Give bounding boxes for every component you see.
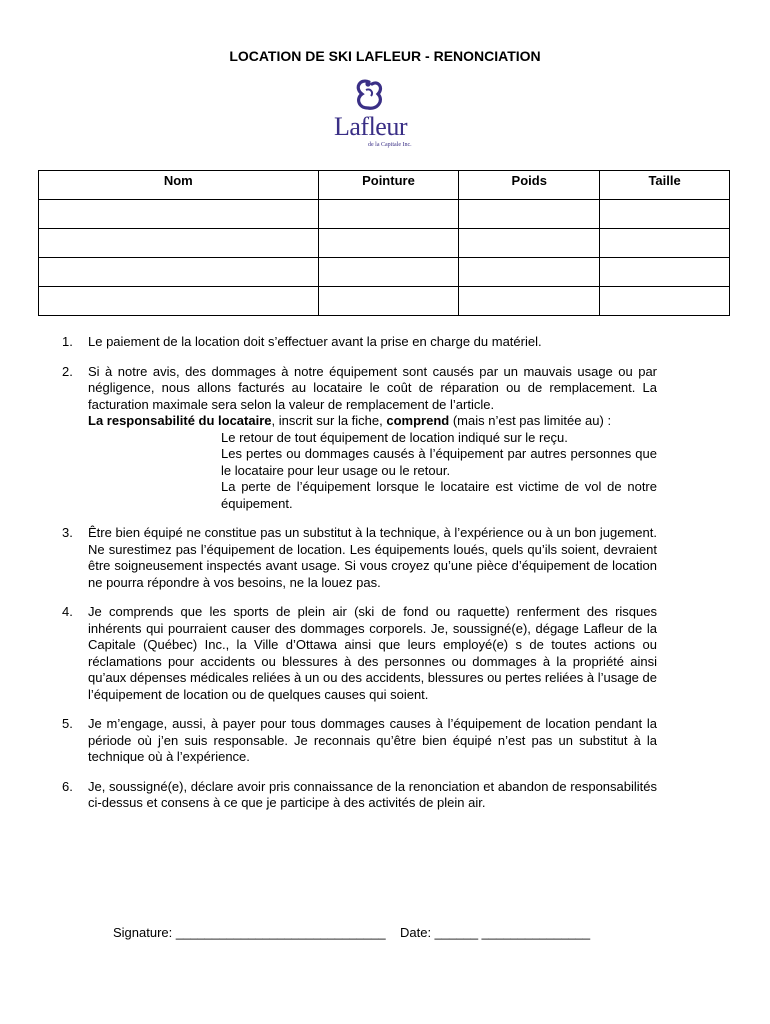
item-text: Je, soussigné(e), déclare avoir pris connaissance de la renonciation et abandon de responsabilités ci-dessus et consens à ce que je participe à des activités de plein air. <box>88 778 657 810</box>
item-text: Si à notre avis, des dommages à notre équipement sont causés par un mauvais usage ou par négligence, nous allons facturés au locataire le coût de réparation ou de remplacement. La facturation maximale sera selon la valeur de remplacement de l’article. <box>88 363 657 412</box>
cell-poids[interactable] <box>459 258 600 287</box>
header-poids: Poids <box>459 171 600 200</box>
responsibility-bold: La responsabilité du locataire <box>88 413 272 428</box>
cell-taille[interactable] <box>600 229 730 258</box>
comprend-bold: comprend <box>386 413 450 428</box>
item-number: 4. <box>62 604 73 619</box>
item-number: 1. <box>62 334 73 349</box>
cell-nom[interactable] <box>39 258 319 287</box>
responsibility-mid: , inscrit sur la fiche, <box>271 413 387 428</box>
list-item <box>62 363 657 513</box>
list-item <box>62 778 657 812</box>
cell-poids[interactable] <box>459 200 600 229</box>
cell-nom[interactable] <box>39 229 319 258</box>
cell-taille[interactable] <box>600 200 730 229</box>
sub-item: Le retour de tout équipement de location indiqué sur le reçu. <box>221 429 568 445</box>
signature-date-line[interactable]: Signature: _____________________________ Date: ______ _______________ <box>113 925 591 940</box>
rental-table <box>38 170 730 316</box>
cell-pointure[interactable] <box>318 258 459 287</box>
cell-poids[interactable] <box>459 229 600 258</box>
cell-pointure[interactable] <box>318 229 459 258</box>
header-pointure: Pointure <box>318 171 459 200</box>
company-logo <box>330 78 420 156</box>
header-nom: Nom <box>39 171 319 200</box>
logo-subtitle: de la Capitale Inc. <box>368 142 412 148</box>
logo-wordmark: Lafleur <box>334 112 408 141</box>
table-row <box>39 229 730 258</box>
cell-taille[interactable] <box>600 258 730 287</box>
table-header-row <box>39 171 730 200</box>
item-number: 3. <box>62 525 73 540</box>
cell-pointure[interactable] <box>318 200 459 229</box>
item-number: 2. <box>62 363 73 379</box>
sub-item: Les pertes ou dommages causés à l’équipement par autres personnes que le locataire pour leur usage ou le retour. <box>221 446 657 478</box>
item-text: Le paiement de la location doit s’effectuer avant la prise en charge du matériel. <box>88 334 542 349</box>
cell-taille[interactable] <box>600 287 730 316</box>
cell-poids[interactable] <box>459 287 600 316</box>
page-title: LOCATION DE SKI LAFLEUR - RENONCIATION <box>229 48 541 64</box>
terms-list <box>62 334 657 825</box>
item-number: 5. <box>62 716 73 731</box>
list-item <box>62 716 657 766</box>
responsibility-line <box>88 413 657 430</box>
item-number: 6. <box>62 778 73 794</box>
cell-pointure[interactable] <box>318 287 459 316</box>
sub-item: La perte de l’équipement lorsque le locataire est victime de vol de notre équipement. <box>221 479 657 511</box>
table-row <box>39 287 730 316</box>
cell-nom[interactable] <box>39 287 319 316</box>
cell-nom[interactable] <box>39 200 319 229</box>
table-row <box>39 200 730 229</box>
list-item <box>62 525 657 591</box>
list-item <box>62 334 657 351</box>
item-text: Je m’engage, aussi, à payer pour tous dommages causes à l’équipement de location pendant la période où j’en suis responsable. Je reconnais qu’être bien équipé n’est pas un substitut à la technique où à l’expérience. <box>88 716 657 764</box>
responsibility-end: (mais n’est pas limitée au) : <box>449 413 612 428</box>
list-item <box>62 604 657 703</box>
header-taille: Taille <box>600 171 730 200</box>
flower-logo-icon <box>344 78 394 114</box>
item-text: Je comprends que les sports de plein air (ski de fond ou raquette) renferment des risques inhérents qui pourraient causer des dommages corporels. Je, soussigné(e), dégage Lafleur de la Capitale (Québec) Inc., la Ville d’Ottawa ainsi que leurs employé(e) s de toutes actions ou réclamations pour accidents ou blessures à des personnes ou dommages à la propriété ainsi qu’aux dépenses médicales reliées à un ou des accidents, blessures ou pertes reliées à l’usage de l’équipement de location ou de quelques causes qui soient. <box>88 604 657 702</box>
table-row <box>39 258 730 287</box>
item-text: Être bien équipé ne constitue pas un substitut à la technique, à l’expérience ou à un bon jugement. Ne surestimez pas l’équipement de location. Les équipements loués, quels qu’ils soient, devraient être soigneusement inspectés avant usage. Si vous croyez qu’une pièce d’équipement de location ne pourra répondre à vos besoins, ne la louez pas. <box>88 525 657 590</box>
